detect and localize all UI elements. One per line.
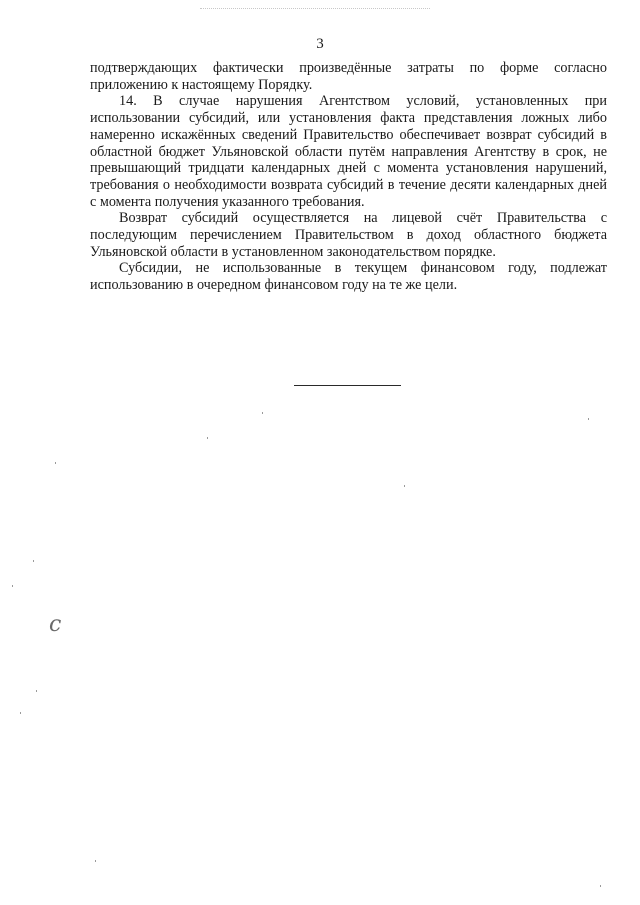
scan-speck xyxy=(600,885,601,887)
scan-speck xyxy=(12,585,13,587)
scan-speck xyxy=(55,462,56,464)
scan-speck xyxy=(33,560,34,562)
document-body xyxy=(90,60,607,294)
page-number: 3 xyxy=(316,36,324,52)
scan-speck xyxy=(207,437,208,439)
paragraph-unused-subsidies: Субсидии, не использованные в текущем финансовом году, подлежат использованию в очередном финансовом году на те же цели. xyxy=(90,260,607,294)
scan-speck xyxy=(20,712,21,714)
margin-handwritten-mark: c xyxy=(49,612,62,637)
scan-speck xyxy=(262,412,263,414)
scan-speck xyxy=(95,860,96,862)
paragraph-clause-14: 14. В случае нарушения Агентством условий, установленных при использовании субсидий, или установления факта представления ложных либо намеренно искажённых сведений Правительство обеспечивает возврат субсидий в областной бюджет Ульяновской области путём направления Агентству в срок, не превышающий тридцати календарных дней с момента установления нарушений, требования о необходимости возврата субсидий в течение десяти календарных дней с момента получения указанного требования. xyxy=(90,93,607,210)
scan-artifact-top xyxy=(200,8,430,9)
scan-speck xyxy=(404,485,405,487)
scan-speck xyxy=(36,690,37,692)
paragraph-continuation: подтверждающих фактически произведённые затраты по форме согласно приложению к настоящему Порядку. xyxy=(90,60,607,93)
end-of-text-rule xyxy=(294,385,401,386)
scan-speck xyxy=(588,418,589,420)
paragraph-refund: Возврат субсидий осуществляется на лицевой счёт Правительства с последующим перечислением Правительством в доход областного бюджета Ульяновской области в установленном законодательством порядке. xyxy=(90,210,607,260)
